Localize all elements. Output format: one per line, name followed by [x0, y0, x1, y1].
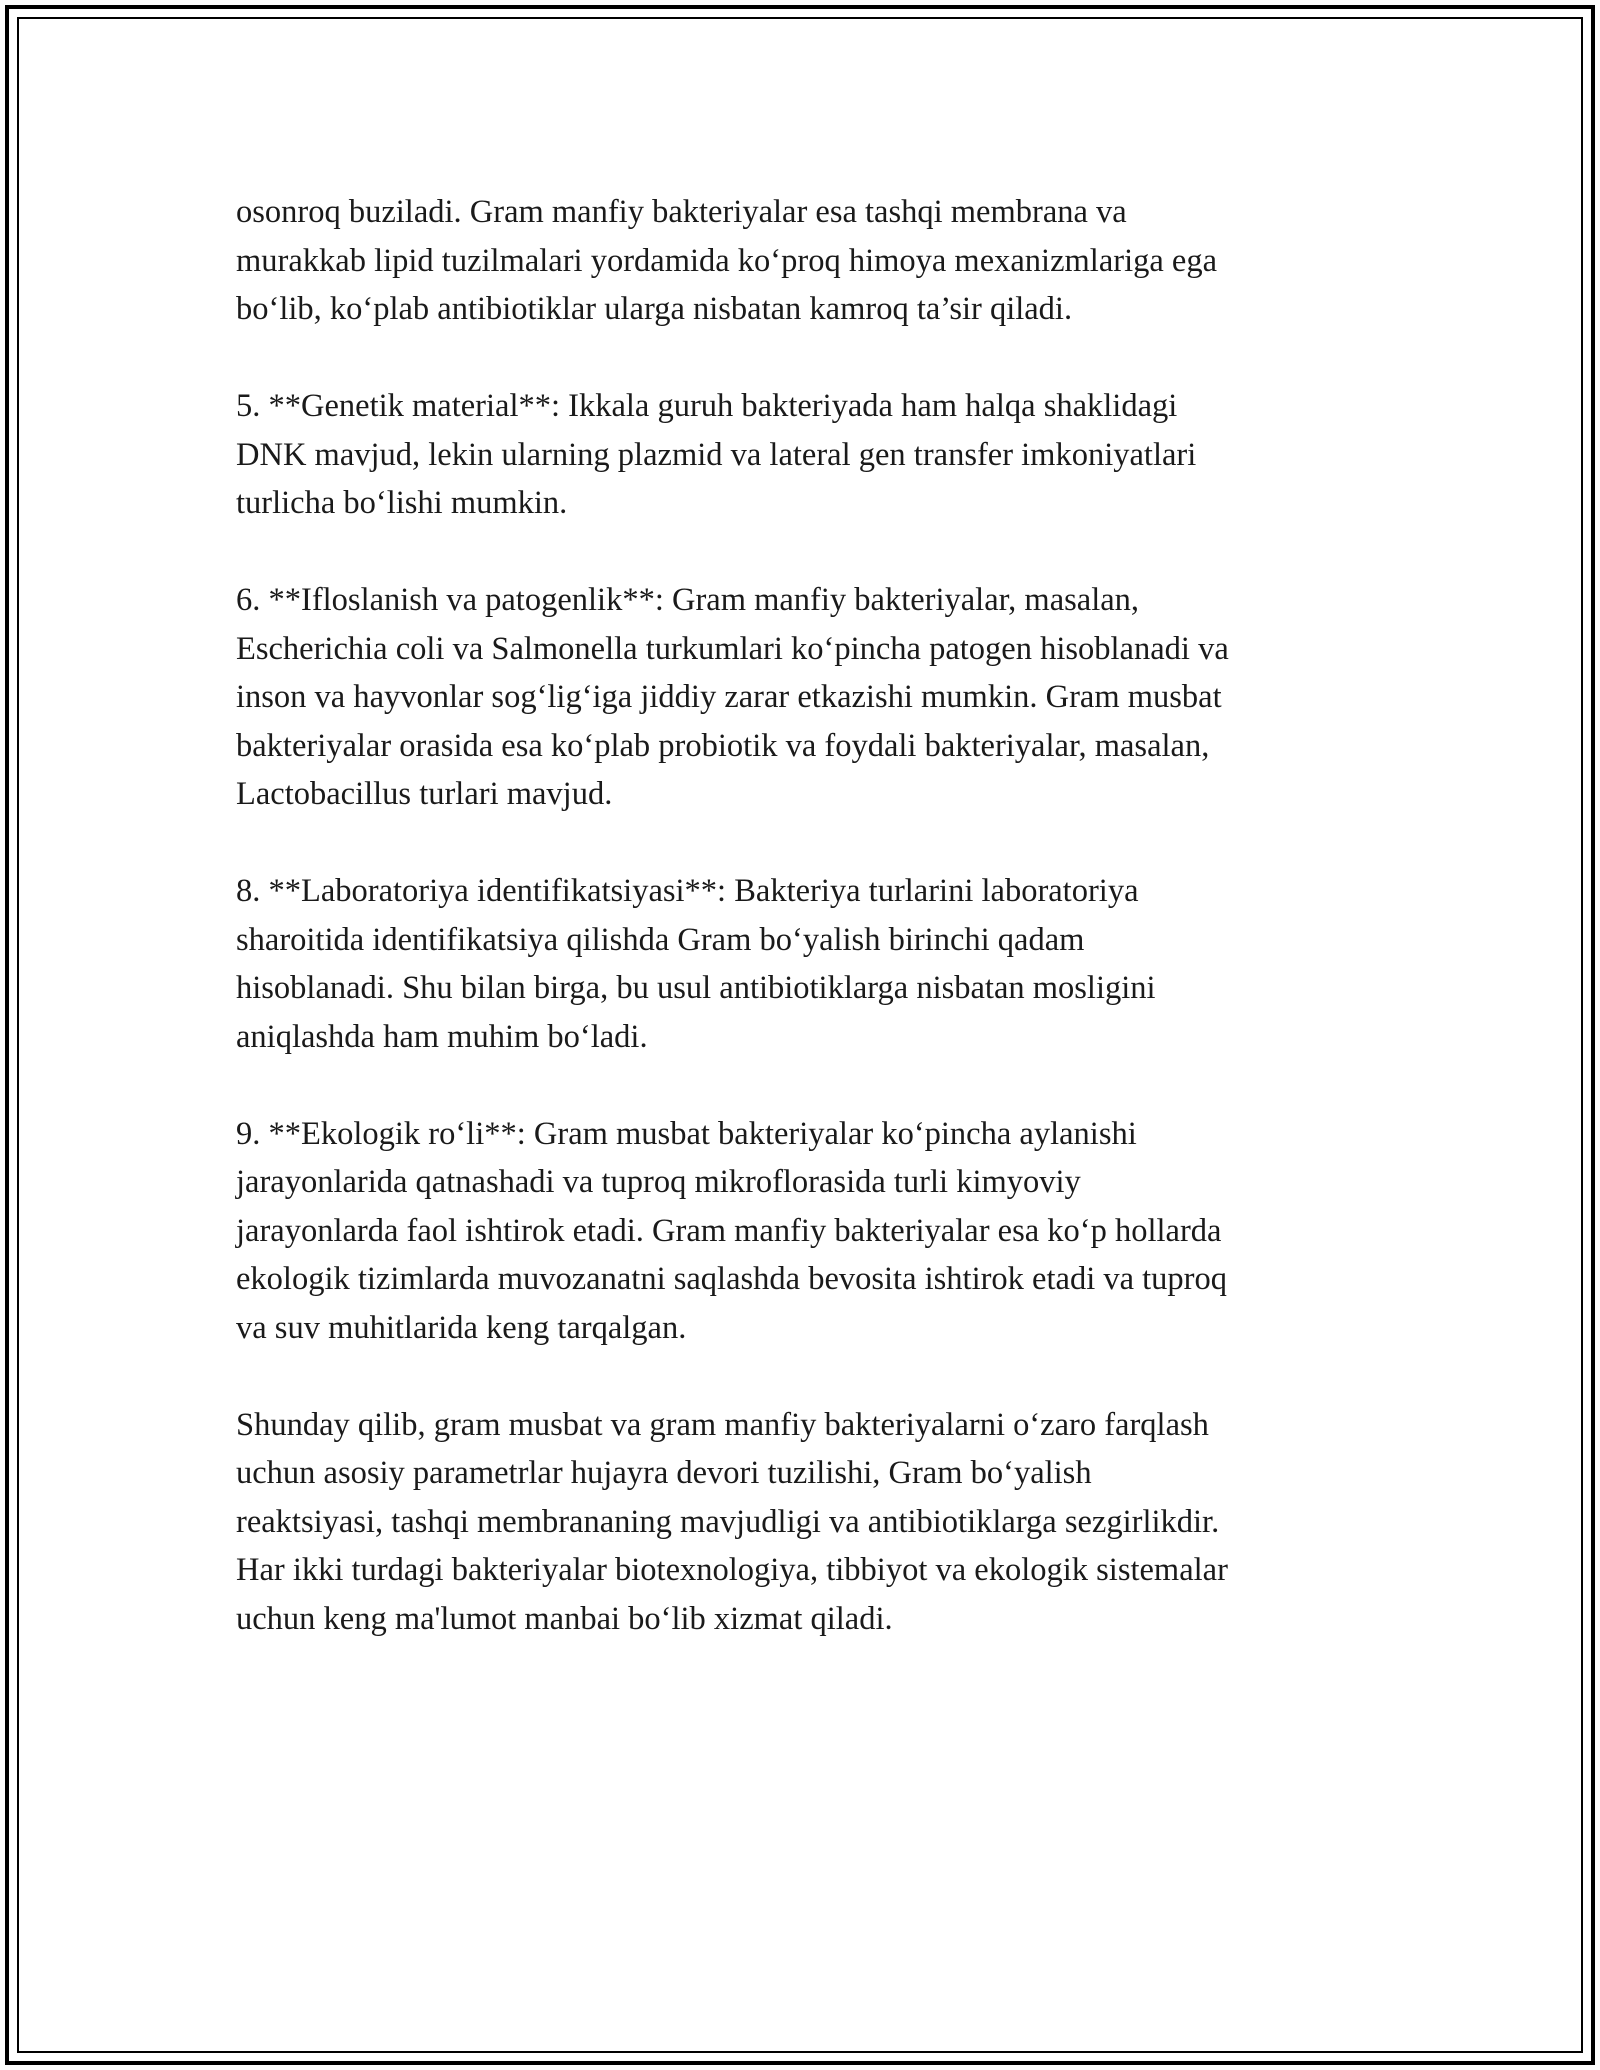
paragraph-antibiotic-continuation: osonroq buziladi. Gram manfiy bakteriyalar esa tashqi membrana va murakkab lipid tuzilmalari yordamida ko‘proq himoya mexanizmlariga ega bo‘lib, ko‘plab antibiotiklar ularga nisbatan kamroq ta’sir qiladi.	[236, 194, 1217, 327]
paragraph-genetic-material: 5. **Genetik material**: Ikkala guruh bakteriyada ham halqa shaklidagi DNK mavjud, lekin ularning plazmid va lateral gen transfer imkoniyatlari turlicha bo‘lishi mumkin.	[236, 388, 1197, 521]
paragraph-lab-identification: 8. **Laboratoriya identifikatsiyasi**: Bakteriya turlarini laboratoriya sharoitida identifikatsiya qilishda Gram bo‘yalish birinchi qadam hisoblanadi. Shu bilan birga, bu usul antibiotiklarga nisbatan mosligini aniqlashda ham muhim bo‘ladi.	[236, 873, 1156, 1055]
paragraph-conclusion: Shunday qilib, gram musbat va gram manfiy bakteriyalarni o‘zaro farqlash uchun asosiy parametrlar hujayra devori tuzilishi, Gram bo‘yalish reaktsiyasi, tashqi membrananing mavjudligi va antibiotiklarga sezgirlikdir. Har ikki turdagi bakteriyalar biotexnologiya, tibbiyot va ekologik sistemalar uchun keng ma'lumot manbai bo‘lib xizmat qiladi.	[236, 1406, 1228, 1637]
paragraph-ecological-role: 9. **Ekologik ro‘li**: Gram musbat bakteriyalar ko‘pincha aylanishi jarayonlarida qatnashadi va tuproq mikroflorasida turli kimyoviy jarayonlarda faol ishtirok etadi. Gram manfiy bakteriyalar esa ko‘p hollarda ekologik tizimlarda muvozanatni saqlashda bevosita ishtirok etadi va tuproq va suv muhitlarida keng tarqalgan.	[236, 1115, 1227, 1346]
document-body	[236, 188, 1376, 1643]
paragraph-pathogenicity: 6. **Ifloslanish va patogenlik**: Gram manfiy bakteriyalar, masalan, Escherichia coli va Salmonella turkumlari ko‘pincha patogen hisoblanadi va inson va hayvonlar sog‘lig‘iga jiddiy zarar etkazishi mumkin. Gram musbat bakteriyalar orasida esa ko‘plab probiotik va foydali bakteriyalar, masalan, Lactobacillus turlari mavjud.	[236, 582, 1229, 812]
